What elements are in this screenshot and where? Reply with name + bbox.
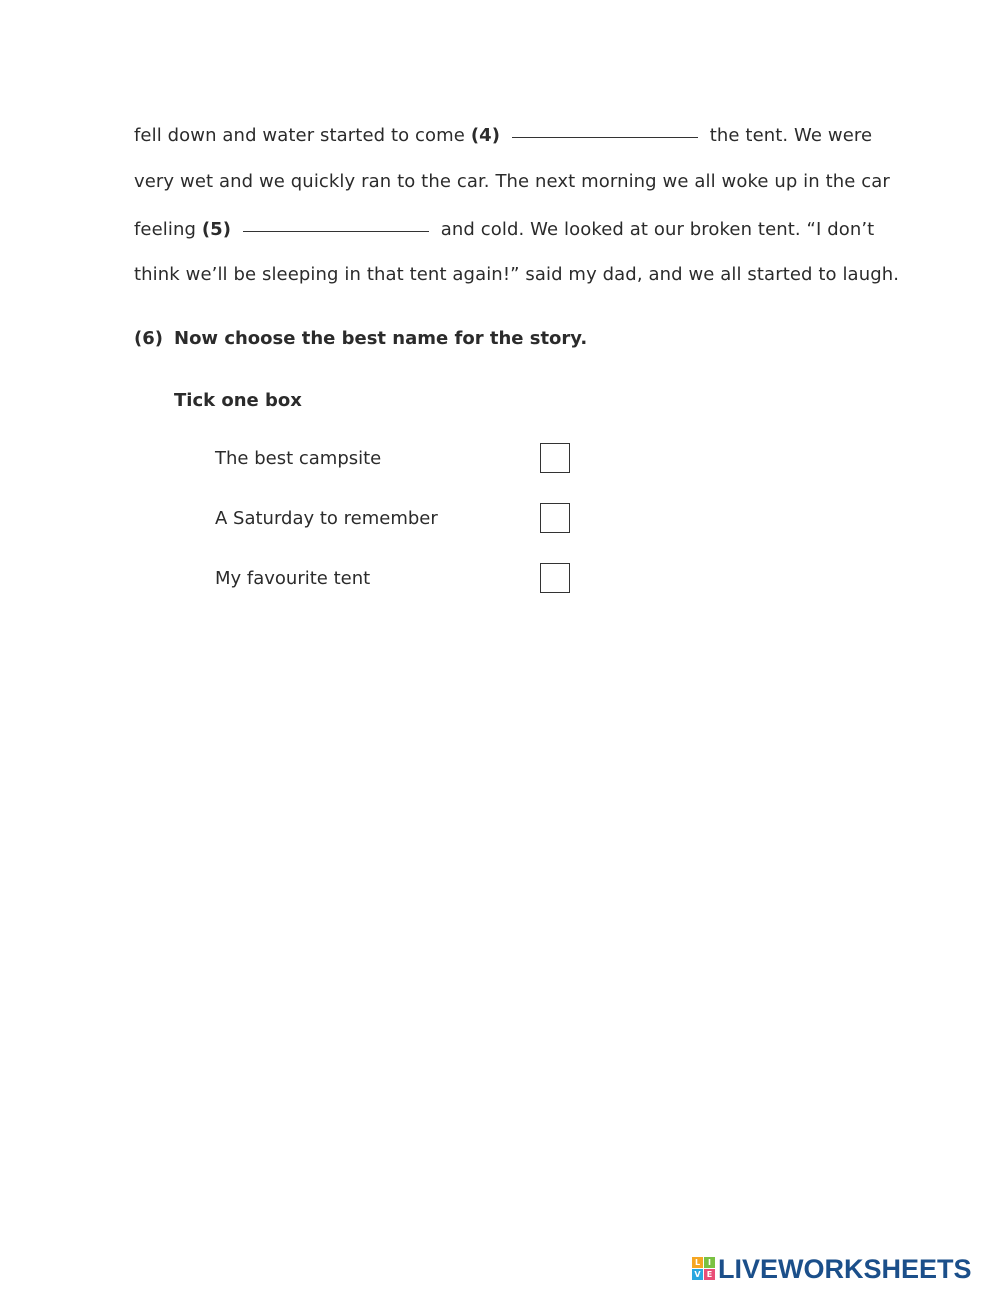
answer-blank-4[interactable]	[512, 136, 698, 138]
option-checkbox-3[interactable]	[540, 563, 570, 593]
question-6	[134, 327, 587, 351]
gap-number-5: (5)	[201, 219, 232, 240]
liveworksheets-logo-icon	[692, 1257, 716, 1281]
logo-square: V	[692, 1269, 703, 1280]
passage-line-3	[134, 218, 874, 242]
option-label-3: My favourite tent	[215, 568, 371, 589]
passage-text: and cold. We looked at our broken tent. “I don’t	[440, 219, 875, 240]
logo-text: LIVEWORKSHEETS	[718, 1254, 972, 1284]
option-checkbox-2[interactable]	[540, 503, 570, 533]
passage-text: very wet and we quickly ran to the car. The next morning we all woke up in the car	[134, 171, 890, 192]
logo-square: I	[704, 1257, 715, 1268]
liveworksheets-logo	[692, 1255, 972, 1283]
tick-instruction: Tick one box	[174, 390, 302, 411]
logo-square: E	[704, 1269, 715, 1280]
passage-line-1	[134, 124, 872, 148]
gap-number-4: (4)	[470, 125, 501, 146]
passage-text: think we’ll be sleeping in that tent again!” said my dad, and we all started to laugh.	[134, 264, 900, 285]
passage-line-4	[134, 263, 899, 287]
question-number: (6)	[134, 328, 163, 349]
passage-text: fell down and water started to come	[134, 125, 465, 146]
passage-line-2	[134, 170, 890, 194]
question-text: Now choose the best name for the story.	[174, 328, 588, 349]
logo-square: L	[692, 1257, 703, 1268]
option-label-2: A Saturday to remember	[215, 508, 438, 529]
option-label-1: The best campsite	[215, 448, 382, 469]
passage-text: feeling	[134, 219, 197, 240]
option-checkbox-1[interactable]	[540, 443, 570, 473]
passage-text: the tent. We were	[709, 125, 873, 146]
answer-blank-5[interactable]	[243, 230, 429, 232]
